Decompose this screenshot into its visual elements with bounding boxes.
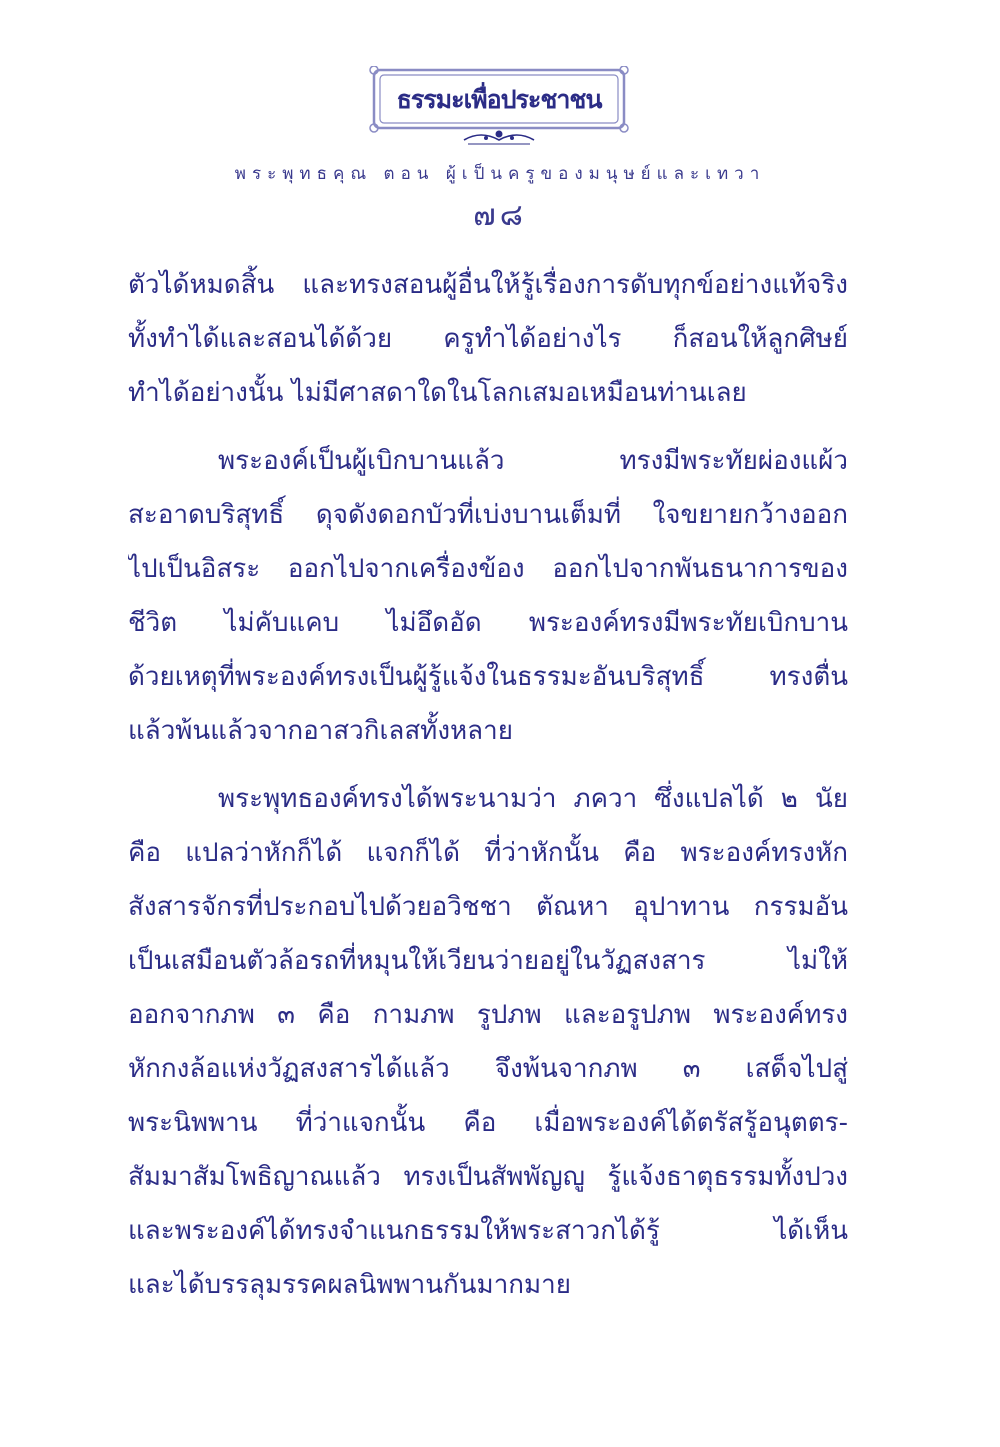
text-line: ชีวิต ไม่คับแคบ ไม่อึดอัด พระองค์ทรงมีพระทัยเบิกบาน — [128, 608, 848, 638]
text-line: คือ แปลว่าหักก็ได้ แจกก็ได้ ที่ว่าหักนั้น คือ พระองค์ทรงหัก — [128, 838, 848, 868]
text-line: พระนิพพาน ที่ว่าแจกนั้น คือ เมื่อพระองค์ได้ตรัสรู้อนุตตร- — [128, 1108, 848, 1138]
page-number: ๗๘ — [473, 198, 527, 233]
logo — [368, 66, 630, 152]
text-line: สัมมาสัมโพธิญาณแล้ว ทรงเป็นสัพพัญญู รู้แจ้งธาตุธรรมทั้งปวง — [128, 1162, 848, 1192]
text-line: สังสารจักรที่ประกอบไปด้วยอวิชชา ตัณหา อุปาทาน กรรมอัน — [128, 892, 848, 922]
text-line: แล้วพ้นแล้วจากอาสวกิเลสทั้งหลาย — [128, 716, 513, 746]
text-line: และพระองค์ได้ทรงจำแนกธรรมให้พระสาวกได้รู้ ได้เห็น — [128, 1216, 848, 1246]
body-text — [128, 258, 848, 1312]
text-line: ทั้งทำได้และสอนได้ด้วย ครูทำได้อย่างไร ก็สอนให้ลูกศิษย์ — [128, 324, 848, 354]
text-line: หักกงล้อแห่งวัฏสงสารได้แล้ว จึงพ้นจากภพ ๓ เสด็จไปสู่ — [128, 1054, 848, 1084]
page-subtitle: พระพุทธคุณ ตอน ผู้เป็นครูของมนุษย์และเทวา — [234, 164, 766, 184]
text-line: พระองค์เป็นผู้เบิกบานแล้ว ทรงมีพระทัยผ่องแผ้ว — [218, 446, 848, 476]
text-line: ตัวได้หมดสิ้น และทรงสอนผู้อื่นให้รู้เรื่องการดับทุกข์อย่างแท้จริง — [128, 270, 848, 300]
text-line: ออกจากภพ ๓ คือ กามภพ รูปภพ และอรูปภพ พระองค์ทรง — [128, 1000, 848, 1030]
text-line: และได้บรรลุมรรคผลนิพพานกันมากมาย — [128, 1270, 572, 1300]
paragraph-2 — [128, 434, 848, 758]
paragraph-1 — [128, 258, 848, 420]
text-line: พระพุทธองค์ทรงได้พระนามว่า ภควา ซึ่งแปลได้ ๒ นัย — [218, 784, 848, 814]
logo-text: ธรรมะเพื่อประชาชน — [396, 85, 602, 114]
text-line: เป็นเสมือนตัวล้อรถที่หมุนให้เวียนว่ายอยู่ในวัฏสงสาร ไม่ให้ — [128, 946, 848, 976]
text-line: ทำได้อย่างนั้น ไม่มีศาสดาใดในโลกเสมอเหมือนท่านเลย — [128, 378, 747, 408]
text-line: สะอาดบริสุทธิ์ ดุจดังดอกบัวที่เบ่งบานเต็มที่ ใจขยายกว้างออก — [128, 500, 848, 530]
text-line: ด้วยเหตุที่พระองค์ทรงเป็นผู้รู้แจ้งในธรรมะอันบริสุทธิ์ ทรงตื่น — [128, 662, 848, 692]
text-line: ไปเป็นอิสระ ออกไปจากเครื่องข้อง ออกไปจากพันธนาการของ — [128, 554, 848, 584]
paragraph-3 — [128, 772, 848, 1312]
